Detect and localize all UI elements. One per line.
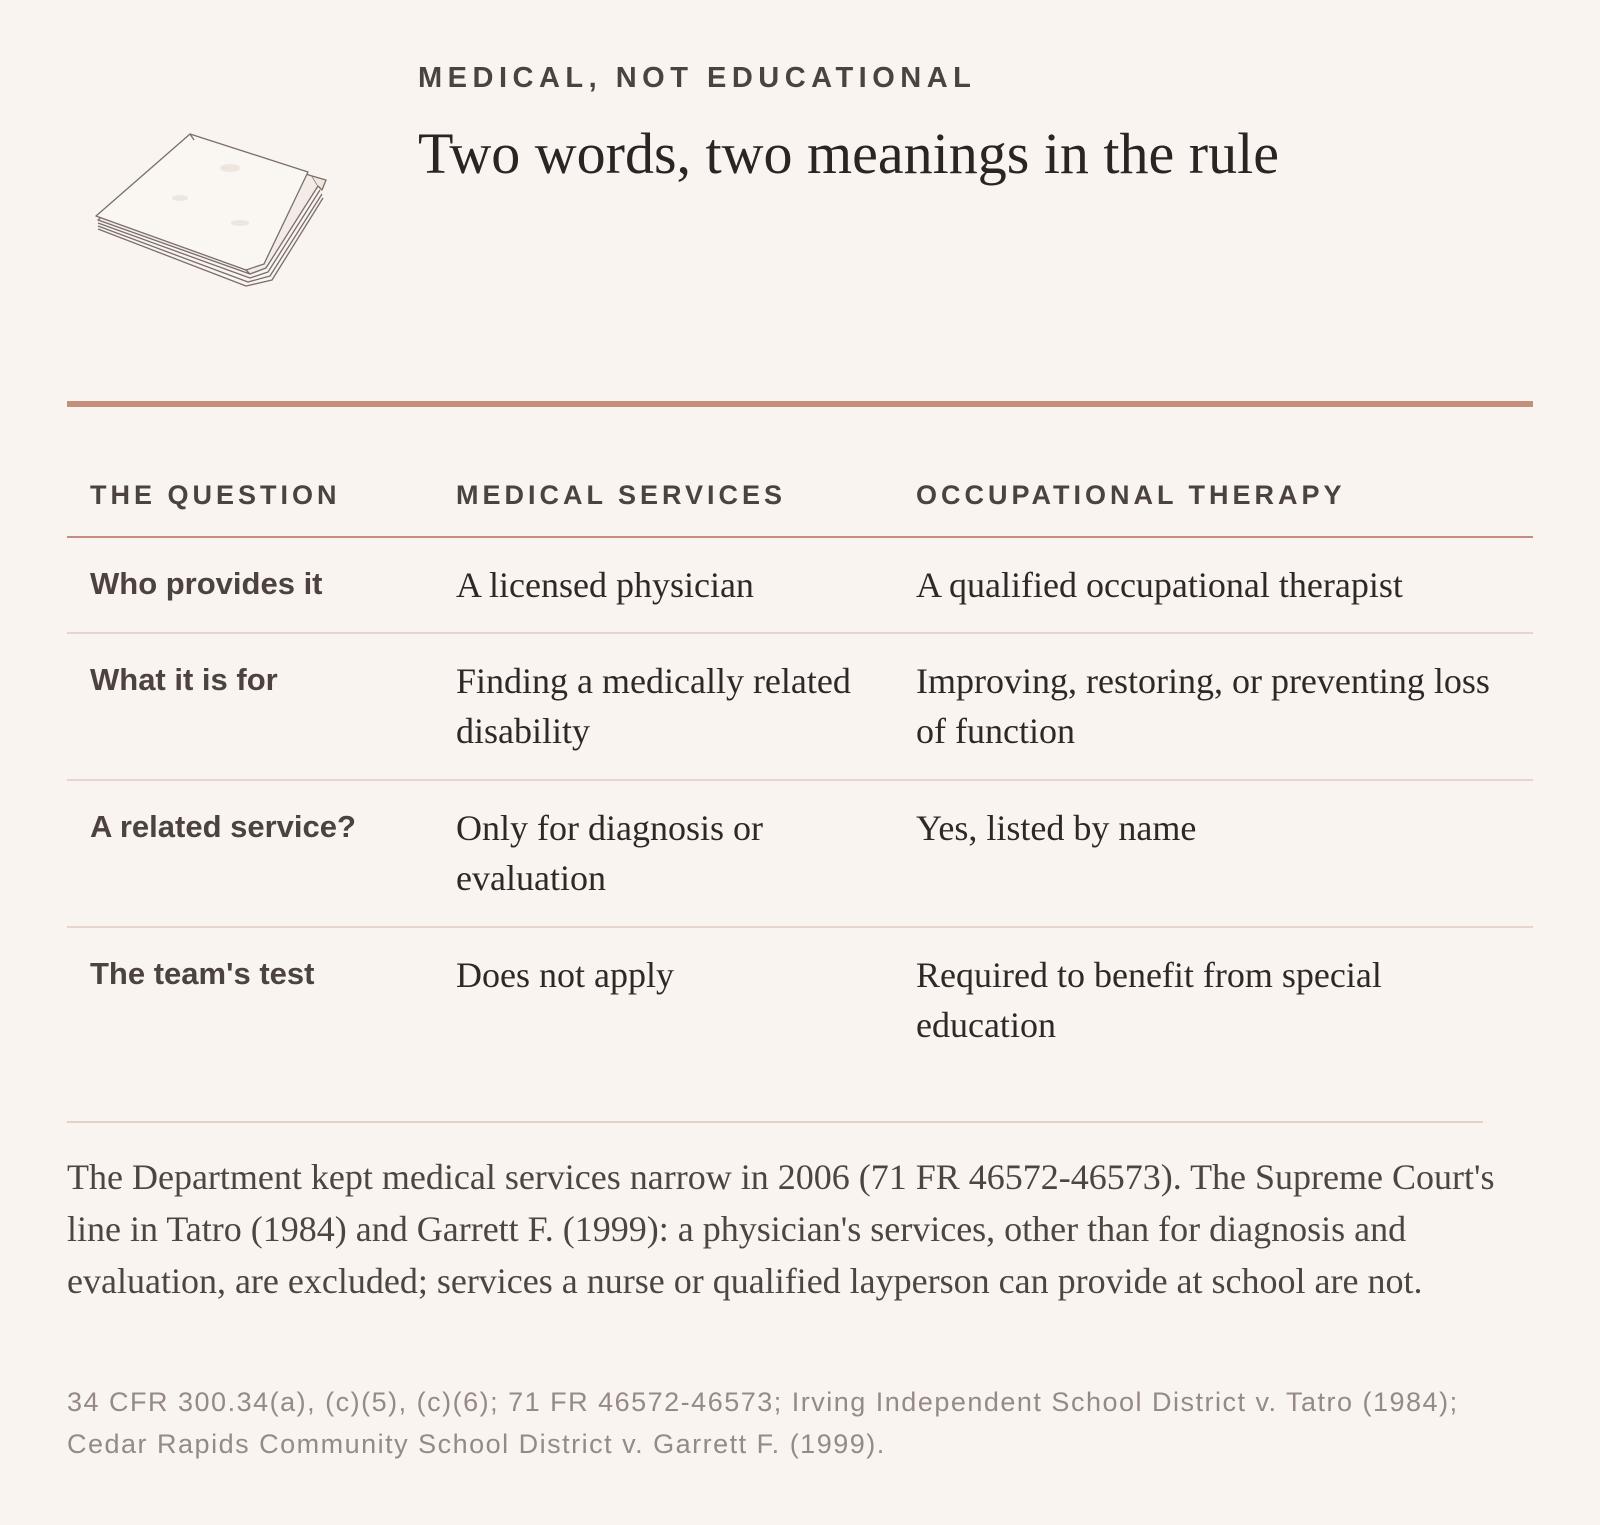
row-medical: Does not apply — [456, 955, 674, 995]
page-title: Two words, two meanings in the rule — [418, 121, 1279, 186]
row-question: What it is for — [90, 662, 278, 697]
table-row — [67, 928, 1533, 1078]
comparison-table — [67, 407, 1533, 1078]
table-header — [67, 407, 1533, 538]
row-medical: A licensed physician — [456, 565, 754, 605]
folder-icon — [90, 128, 330, 288]
row-medical: Only for diagnosis or evaluation — [456, 808, 763, 898]
section-kicker: MEDICAL, NOT EDUCATIONAL — [418, 62, 977, 94]
bottom-rule — [67, 1121, 1483, 1123]
column-header-medical: MEDICAL SERVICES — [456, 480, 787, 510]
row-question: A related service? — [90, 809, 356, 844]
row-ot: Yes, listed by name — [916, 808, 1197, 848]
row-ot: Required to benefit from special education — [916, 955, 1382, 1045]
table-row — [67, 781, 1533, 928]
row-question: The team's test — [90, 956, 315, 991]
column-header-ot: OCCUPATIONAL THERAPY — [916, 480, 1346, 510]
table-row — [67, 634, 1533, 781]
explanatory-note: The Department kept medical services narrow in 2006 (71 FR 46572-46573). The Supreme Court's line in Tatro (1984) and Garrett F. (1999): a physician's services, other than for diagnosis and evaluation, are excluded; services a nurse or qualified layperson can provide at school are not. — [67, 1157, 1495, 1301]
column-header-question: THE QUESTION — [90, 480, 341, 510]
row-ot: A qualified occupational therapist — [916, 565, 1403, 605]
row-medical: Finding a medically related disability — [456, 661, 851, 751]
row-question: Who provides it — [90, 566, 323, 601]
row-ot: Improving, restoring, or preventing loss of function — [916, 661, 1490, 751]
source-citations: 34 CFR 300.34(a), (c)(5), (c)(6); 71 FR 46572-46573; Irving Independent School District v. Tatro (1984); Cedar Rapids Community School District v. Garrett F. (1999). — [67, 1387, 1459, 1459]
table-row — [67, 538, 1533, 634]
